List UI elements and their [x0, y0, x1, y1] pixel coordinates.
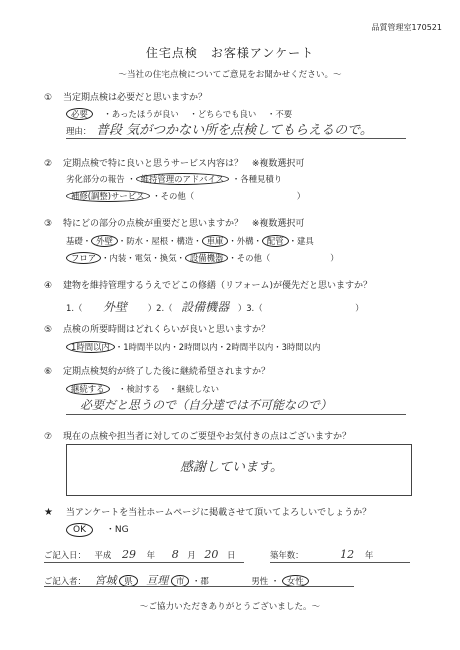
- q3-options-row1: 基礎・ 外壁 ・防水・屋根・構造・ 車庫 ・外構・ 配管 ・建具: [66, 236, 314, 246]
- q2-number: ②: [44, 159, 53, 169]
- q3-option-foundation[interactable]: 基礎: [66, 236, 83, 246]
- entry-person-label: ご記入者：: [44, 576, 86, 586]
- q3-option-ventilation[interactable]: 換気: [159, 253, 177, 263]
- q5-question: 点検の所要時間はどれくらいが良いと思いますか？: [62, 325, 270, 335]
- q3-number: ③: [44, 219, 53, 229]
- entry-gender-dot: ・: [270, 576, 280, 586]
- entry-month[interactable]: 8: [171, 548, 179, 561]
- q3-question-row: [44, 216, 304, 229]
- entry-date-label: ご記入日：: [44, 550, 86, 560]
- entry-age-unit: 年: [364, 550, 374, 560]
- q2-option-repair[interactable]: 補修(調整)サービス: [66, 190, 150, 202]
- q5-options: 1時間以内 ・1時間半以内・2時間以内・2時間半以内・3時間以内: [66, 341, 320, 353]
- page-subtitle: ～当社の住宅点検についてご意見をお聞かせください。～: [118, 70, 342, 80]
- q6-question: 定期点検契約が終了した後に継続希望されますか？: [62, 367, 270, 377]
- q5-option-2-5h[interactable]: 2時間半以内: [225, 342, 274, 352]
- q1-option-either[interactable]: どちらでも良い: [197, 109, 257, 119]
- q3-option-roof[interactable]: 屋根: [151, 236, 169, 246]
- q8-question: 当アンケートを当社ホームページに掲載させて頂いてよろしいでしょうか？: [65, 508, 372, 518]
- q1-reason-line: [66, 138, 406, 139]
- q1-question: 当定期点検は必要だと思いますか？: [62, 93, 207, 103]
- q3-option-structure[interactable]: 構造: [176, 236, 194, 246]
- entry-era: 平成: [94, 550, 112, 560]
- q5-option-1h[interactable]: 1時間以内: [66, 341, 115, 353]
- q3-note: ※複数選択可: [251, 219, 305, 229]
- q2-option-report[interactable]: 劣化部分の報告: [66, 174, 125, 184]
- q2-question: 定期点検で特に良いと思うサービス内容は？: [62, 159, 243, 169]
- q8-option-ok[interactable]: OK: [66, 523, 93, 537]
- q7-number: ⑦: [44, 432, 53, 442]
- entry-day[interactable]: 20: [204, 548, 219, 561]
- q2-option-estimate[interactable]: 各種見積り: [240, 174, 283, 184]
- q7-question-row: [44, 429, 351, 442]
- q7-question: 現在の点検や担当者に対してのご要望やお気付きの点はございますか？: [62, 432, 351, 442]
- entry-date-row: [44, 548, 235, 561]
- entry-age-line: [270, 562, 410, 563]
- star-icon: ★: [44, 507, 53, 518]
- q3-option-interior[interactable]: 内装: [109, 253, 127, 263]
- q6-options: 継続する ・検討する ・継続しない: [66, 383, 219, 395]
- document-id: 品質管理室170521: [371, 23, 442, 32]
- q1-options: 必要 ・あったほうが良い ・どちらでも良い ・不要: [66, 108, 292, 120]
- q3-option-exterior-wall[interactable]: 外壁: [91, 235, 118, 247]
- q5-option-1-5h[interactable]: 1時間半以内: [123, 342, 171, 352]
- entry-gun: ・郡: [191, 576, 209, 586]
- entry-month-unit: 月: [187, 550, 196, 560]
- q6-question-row: [44, 364, 270, 377]
- q1-reason-text[interactable]: 普段 気がつかない所を点検してもらえるので。: [96, 123, 373, 138]
- entry-person-line: [44, 586, 354, 587]
- q6-option-discontinue[interactable]: 継続しない: [177, 384, 219, 394]
- entry-year-unit: 年: [146, 550, 156, 560]
- q3-option-garage[interactable]: 車庫: [202, 235, 229, 247]
- q4-number: ④: [44, 281, 53, 291]
- q8-options: [66, 522, 129, 535]
- q3-option-fittings[interactable]: 建具: [297, 236, 314, 246]
- q8-question-row: [44, 505, 371, 518]
- q1-question-row: [44, 90, 207, 104]
- entry-age-label: 築年数：: [270, 550, 304, 560]
- q4-answer-1[interactable]: 外壁: [103, 300, 128, 314]
- entry-female[interactable]: 女性: [282, 575, 309, 587]
- q4-label-1: 1.（: [66, 303, 83, 313]
- q5-number: ⑤: [44, 325, 53, 335]
- q1-option-unneeded[interactable]: 不要: [275, 109, 293, 119]
- q3-option-waterproof[interactable]: 防水: [126, 236, 143, 246]
- entry-pref[interactable]: 宮城: [94, 574, 117, 587]
- q6-reason-text[interactable]: 必要だと思うので（自分達では不可能なので）: [80, 398, 333, 412]
- q5-option-3h[interactable]: 3時間以内: [281, 342, 321, 352]
- entry-age[interactable]: 12: [340, 548, 355, 561]
- q1-option-necessary[interactable]: 必要: [66, 108, 93, 120]
- entry-date-line: [44, 562, 244, 563]
- q3-option-piping[interactable]: 配管: [262, 235, 289, 247]
- entry-year[interactable]: 29: [121, 548, 136, 561]
- closing-message: ～ご協力いただきありがとうございました。～: [139, 602, 321, 612]
- q3-option-electric[interactable]: 電気: [134, 253, 152, 263]
- q2-option-advice[interactable]: 維持管理のアドバイス: [136, 173, 230, 185]
- q4-question-row: [44, 278, 372, 291]
- q2-option-other[interactable]: その他（: [160, 191, 195, 201]
- q3-option-floor[interactable]: フロア: [66, 252, 101, 264]
- q6-number: ⑥: [44, 367, 53, 377]
- q4-label-3: ）3.（: [237, 303, 263, 313]
- entry-city[interactable]: 亘理: [146, 574, 169, 587]
- q5-option-2h[interactable]: 2時間以内: [178, 342, 218, 352]
- q2-question-row: [44, 156, 304, 169]
- entry-city-unit: 市: [171, 575, 189, 587]
- q6-option-continue[interactable]: 継続する: [66, 383, 110, 395]
- page-title: 住宅点検 お客様アンケート: [145, 46, 315, 60]
- q2-options-row1: 劣化部分の報告 ・ 維持管理のアドバイス ・各種見積り: [66, 174, 283, 184]
- q1-number: ①: [44, 93, 53, 103]
- q5-question-row: [44, 322, 270, 335]
- q4-answers: 1.（ 外壁 ）2.（ 設備機器 ）3.（ ）: [66, 300, 364, 314]
- q1-reason-label: 理由：: [66, 126, 92, 136]
- q2-options-row2: 補修(調整)サービス ・その他（ ）: [66, 190, 305, 202]
- entry-day-unit: 日: [227, 550, 236, 560]
- q4-answer-2[interactable]: 設備機器: [181, 300, 230, 314]
- q3-option-equipment[interactable]: 設備機器: [185, 252, 229, 264]
- q4-question: 建物を維持管理するうえでどこの修繕（リフォーム)が優先だと思いますか？: [62, 281, 373, 291]
- q6-option-consider[interactable]: 検討する: [126, 384, 161, 394]
- q7-answer-text: 感謝しています。: [180, 460, 283, 475]
- q2-note: ※複数選択可: [251, 159, 305, 169]
- q6-reason-line: [66, 414, 406, 415]
- q3-options-row2: フロア ・内装・電気・換気・ 設備機器 ・その他（ ）: [66, 252, 339, 264]
- entry-male[interactable]: 男性: [251, 576, 269, 586]
- q3-question: 特にどの部分の点検が重要だと思いますか？: [62, 219, 243, 229]
- entry-pref-unit: 県: [119, 575, 137, 587]
- q3-option-exterior[interactable]: 外構: [236, 236, 254, 246]
- entry-age-row: [270, 548, 373, 561]
- q1-option-better[interactable]: あったほうが良い: [111, 109, 179, 119]
- q8-option-ng[interactable]: ・NG: [105, 525, 129, 535]
- q4-label-2: ）2.（: [147, 303, 173, 313]
- q3-option-other[interactable]: その他（: [236, 253, 271, 263]
